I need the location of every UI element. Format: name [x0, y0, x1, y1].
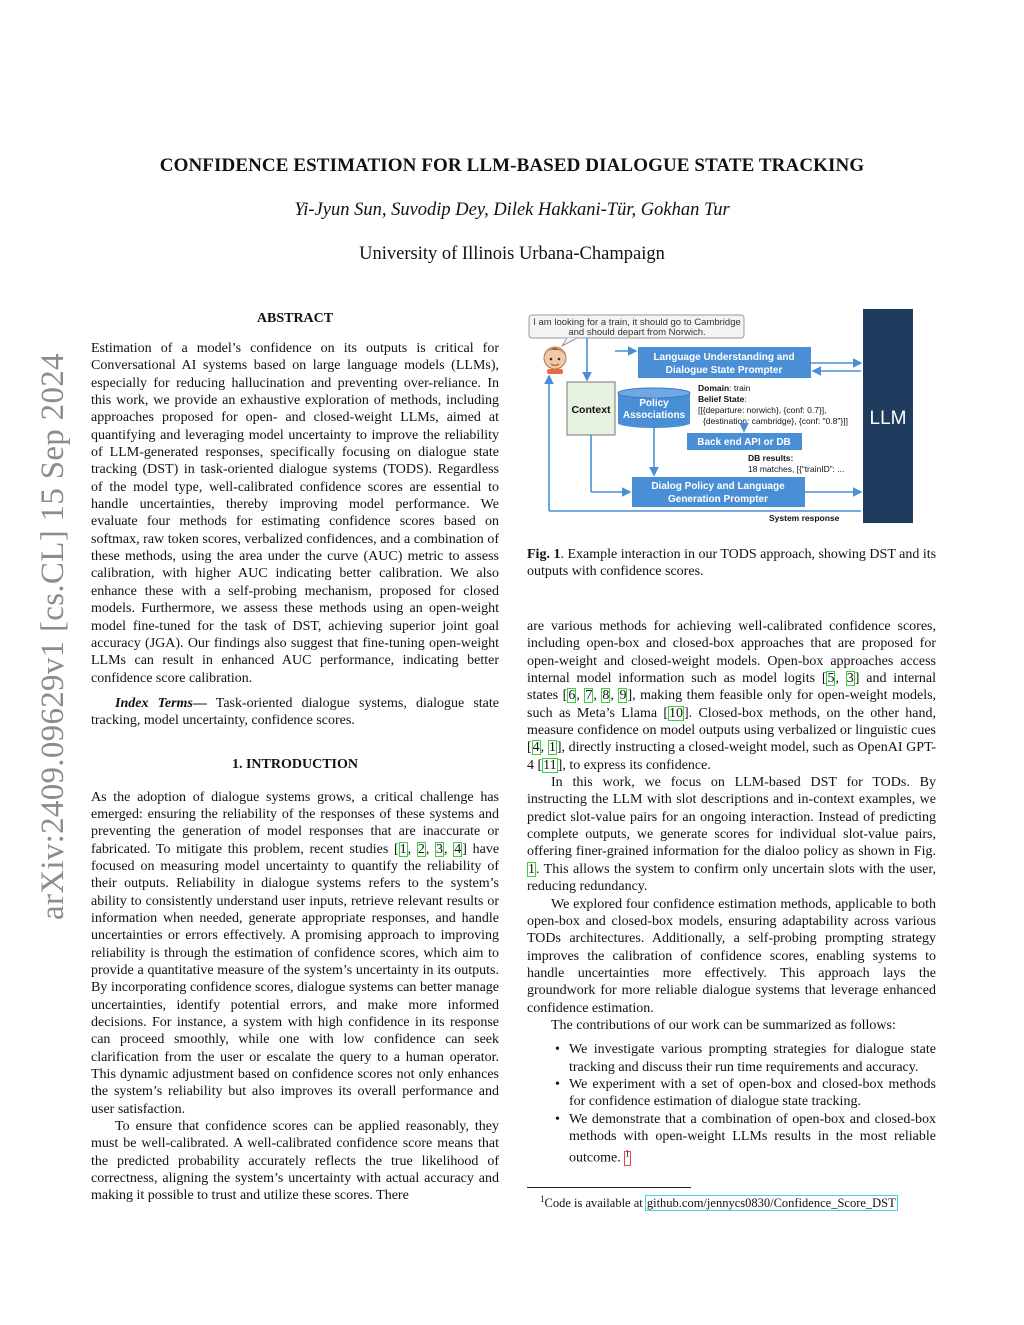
policy-label-2: Associations — [622, 410, 686, 421]
figure-reference-link[interactable]: 1 — [528, 861, 535, 877]
paper-title: CONFIDENCE ESTIMATION FOR LLM-BASED DIALOGUE STATE TRACKING — [159, 155, 865, 176]
intro-heading: 1. INTRODUCTION — [231, 756, 358, 772]
citation-link[interactable]: 6 — [568, 688, 576, 704]
context-label: Context — [571, 404, 611, 416]
intro-p1-text-a: As the adoption of dialogue systems grows, a critical challenge has emerged: ensuring the reliability of the responses of these systems and preventing the generation of model responses that are inaccurate or fabricated. To mitigate this problem, recent studies [ — [91, 789, 499, 857]
paper-affiliation: University of Illinois Urbana-Champaign — [359, 244, 665, 264]
dst-domain: Domain: train — [698, 383, 751, 393]
right-p2-b: . This allows the system to confirm only uncertain slots with the user, reducing redundancy. — [527, 861, 936, 895]
footnote-mark: 1 — [540, 1194, 545, 1204]
footnote — [540, 1194, 897, 1211]
abstract-heading: ABSTRACT — [256, 311, 334, 326]
figure-1 — [527, 306, 907, 526]
right-p1-d: ]. Closed-box methods, on the other hand, measure confidence on model outputs using verbalized or linguistic cues [ — [527, 705, 936, 756]
right-p1-c: ], making them feasible only for open-weight models, such as Meta’s Llama [ — [527, 688, 937, 721]
citation-link[interactable]: 2 — [417, 841, 425, 857]
index-terms-text: Task-oriented dialogue systems, dialogue state tracking, model uncertainty, confidence scores. — [91, 695, 499, 729]
arxiv-identifier: arXiv:2409.09629v1 [cs.CL] 15 Sep 2024 — [35, 353, 71, 920]
figure-caption-label: Fig. 1 — [527, 547, 561, 562]
lu-prompter-line-1: Language Understanding and — [653, 352, 795, 363]
citation-link[interactable]: 5 — [827, 671, 835, 687]
citation-link[interactable]: 11 — [543, 757, 557, 773]
footnote-text: Code is available at — [544, 1196, 646, 1211]
dialog-policy-line-2: Generation Prompter — [667, 494, 769, 505]
user-avatar-icon — [544, 347, 566, 374]
footnote-divider — [527, 1187, 691, 1188]
user-utterance-line-1: I am looking for a train, it should go to Cambridge — [533, 317, 741, 328]
right-paragraph-1: are various methods for achieving well-calibrated confidence scores, including open-box and closed-box approaches that are proposed for open-weight and closed-weight models. Open-box approaches access internal model information such as model logits [5, 3] and internal states [6, 7, 8, 9], making them feasible only for open-weight models, such as Meta’s Llama [10]. Closed-box methods, on the other hand, measure confidence on model outputs using verbalized or linguistic cues [4, 1], directly instructing a closed-weight model, such as OpenAI GPT-4 [11], to express its confidence. — [527, 619, 937, 773]
intro-p1-text-b: ] have focused on measuring model uncertainty to quantify the reliability of their outputs. Reliability in dialogue systems refers to the system’s ability to consistently understand user inputs, retrieve relevant results or information when needed, generate appropriate responses, and handle uncertainties or errors effectively. A promising approach to improving reliability is through the estimation of confidence scores, which aim to provide a quantitative measure of the system’s uncertainty in its outputs. By incorporating confidence scores, dialogue systems can better manage uncertainties, identify potential errors, and make more informed decisions. For instance, a system with high confidence in its response can proceed smoothly, while one with low confidence can seek clarification from the user or escalate the query to a human operator. This dynamic adjustment based on confidence scores not only enhances the system’s reliability but also improves its overall performance and user satisfaction. — [91, 841, 500, 1117]
right-paragraph-3: We explored four confidence estimation methods, applicable to both open-box and closed-box models, ensuring adaptability across various TODs architectures. Additionally, a self-probing prompting strategy improves the calibration of confidence scores, enabling systems to handle uncertainties more effectively. This approach lays the groundwork for more reliable dialogue systems that leverage enhanced confidence estimation. — [527, 896, 936, 1016]
right-paragraph-2 — [527, 774, 936, 895]
dst-belief-line-1: [[{departure: norwich}, {conf: 0.7}], — [698, 405, 827, 415]
right-p1-e: ], directly instructing a closed-weight model, such as OpenAI GPT-4 [ — [527, 740, 936, 773]
list-item — [527, 1076, 936, 1111]
right-p2-a: In this work, we focus on LLM-based DST for TODs. By instructing the LLM with slot descriptions and in-context examples, we predict slot-value pairs for an ongoing interaction. Instead of predicting complete outputs, we generate scores for individual slot-value pairs, offering finer-grained information for the dialoo policy as shown in Fig. — [527, 775, 936, 860]
db-results-value: 18 matches, [{“trainID”: ... — [748, 464, 845, 474]
llm-label: LLM — [869, 408, 907, 429]
figure-1-caption — [527, 546, 937, 581]
citation-link[interactable]: 1 — [548, 740, 556, 756]
list-item — [527, 1041, 936, 1076]
list-item-text: We experiment with a set of open-box and closed-box methods for confidence estimation of dialogue state tracking. — [569, 1076, 936, 1110]
intro-paragraph-1: As the adoption of dialogue systems grows, a critical challenge has emerged: ensuring the reliability of the responses of these systems and preventing the generation of model responses that are inaccurate or fabricated. To mitigate this problem, recent studies [1, 2, 3, 4] have focused on measuring model uncertainty to quantify the reliability of their outputs. Reliability in dialogue systems refers to the system’s ability to consistently understand user inputs, retrieve relevant results or information when needed, generate appropriate responses, and handle uncertainties or errors effectively. A promising approach to improving reliability is through the estimation of confidence scores, which aim to provide a quantitative measure of the system’s uncertainty in its outputs. By incorporating confidence scores, dialogue systems can better manage uncertainties, identify potential errors, and make more informed decisions. For instance, a system with high confidence in its response can proceed smoothly, while one with low confidence can seek clarification from the user or escalate the query to a human operator. This dynamic adjustment based on confidence scores not only enhances the system’s reliability but also improves its overall performance and user satisfaction. — [91, 789, 500, 1117]
index-terms-label: Index Terms— — [115, 695, 207, 711]
paper-authors: Yi-Jyun Sun, Suvodip Dey, Dilek Hakkani-Tür, Gokhan Tur — [294, 200, 730, 220]
policy-label-1: Policy — [639, 398, 669, 409]
db-results-label: DB results: — [748, 453, 794, 463]
list-item-text: We investigate various prompting strategies for dialogue state tracking and discuss their run time requirements and accuracy. — [569, 1042, 936, 1075]
right-p1-a: are various methods for achieving well-calibrated confidence scores, including open-box and closed-box approaches that are proposed for open-weight and closed-weight models. Open-box approaches access internal model information such as model logits [ — [527, 619, 936, 687]
right-p1-f: ], to express its confidence. — [557, 757, 711, 773]
right-paragraph-4: The contributions of our work can be summarized as follows: — [551, 1017, 896, 1033]
user-utterance-line-2: and should depart from Norwich. — [568, 327, 706, 338]
list-item — [527, 1111, 936, 1168]
citation-link[interactable]: 10 — [669, 705, 684, 721]
lu-prompter-line-2: Dialogue State Prompter — [665, 365, 783, 376]
intro-paragraph-2: To ensure that confidence scores can be applied reasonably, they must be well-calibrated. A well-calibrated confidence score means that the predicted probability accurately reflects the true likelihood of correctness, aligning the system’s uncertainty with actual accuracy and making it possible to trust and utilize these scores. There — [91, 1119, 499, 1204]
dst-belief-label: Belief State: — [698, 394, 747, 404]
citation-link[interactable]: 4 — [454, 841, 462, 857]
abstract-text: Estimation of a model’s confidence on its outputs is critical for Conversational AI systems based on large language models (LLMs), especially for reducing hallucination and preventing over-reliance. In this work, we provide an exhaustive exploration of methods, including approaches proposed for open- and closed-weight LLMs, aimed at quantifying and leveraging model uncertainty to improve the reliability of LLM-generated responses, specifically focusing on dialogue state tracking (DST) in task-oriented dialogue systems (TODS). Regardless of the model type, well-calibrated confidence scores are essential to handle uncertainties, thereby improving model performance. We evaluate four methods for estimating confidence scores based on softmax, raw token scores, verbalized confidences, and a combination of these methods, using the area under the curve (AUC) metric to assess calibration, with higher AUC indicating better calibration. We also enhance these with a self-probing mechanism, proposed for closed models. Furthermore, we assess these methods using an open-weight model fine-tuned for the task of DST, achieving superior joint goal accuracy (JGA). Our findings also suggest that fine-tuning open-weight LLMs can result in enhanced AUC performance, indicating better confidence score calibration. — [91, 341, 499, 686]
right-column — [527, 618, 936, 1167]
citation-link[interactable]: 9 — [619, 688, 627, 704]
contributions-list — [527, 1041, 936, 1167]
list-item-text: We demonstrate that a combination of open-box and closed-box methods with open-weight LLMs results in the most reliable outcome. — [569, 1111, 936, 1166]
index-terms — [91, 695, 499, 730]
speech-bubble-tail — [562, 338, 577, 346]
citation-link[interactable]: 8 — [602, 688, 610, 704]
right-p1-b: ] and internal states [ — [527, 671, 936, 704]
figure-caption-text: . Example interaction in our TODS approach, showing DST and its outputs with confidence scores. — [527, 547, 937, 580]
citation-link[interactable]: 1 — [399, 841, 407, 857]
code-repository-link[interactable]: github.com/jennycs0830/Confidence_Score_DST — [646, 1196, 896, 1211]
citation-link[interactable]: 4 — [532, 740, 540, 756]
backend-label: Back end API or DB — [697, 437, 791, 448]
dst-belief-line-2: {destination: cambridge}, {conf: "0.8"}]] — [703, 416, 848, 426]
left-column — [91, 311, 499, 1205]
dialog-policy-line-1: Dialog Policy and Language — [651, 481, 785, 492]
figure-1-diagram — [527, 306, 907, 526]
footnote-ref-link[interactable]: 1 — [624, 1151, 631, 1166]
citation-link[interactable]: 7 — [585, 688, 593, 704]
system-response-label: System response — [769, 513, 840, 523]
citation-link[interactable]: 3 — [436, 841, 444, 857]
citation-link[interactable]: 3 — [846, 671, 854, 687]
